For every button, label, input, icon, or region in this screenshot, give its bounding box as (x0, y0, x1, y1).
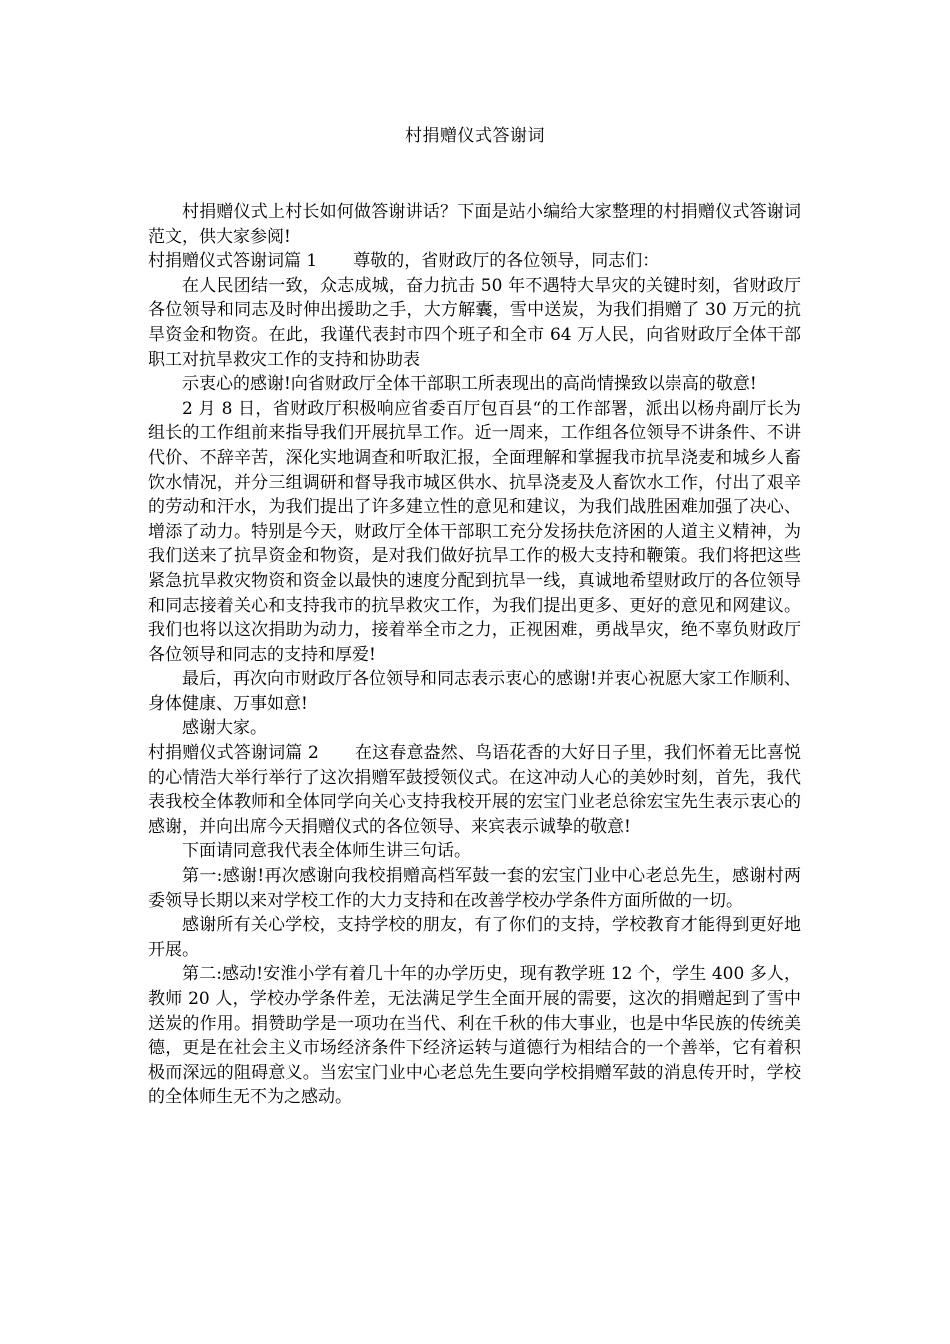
section1-heading: 村捐赠仪式答谢词篇 1 (148, 251, 318, 272)
section1-heading-line (148, 249, 801, 274)
section2-opening: 在这春意盎然、鸟语花香的大好日子里，我们怀着无比喜悦的心情浩大举行举行了这次捐赠军鼓授领仪式。在这冲动人心的美妙时刻，首先，我代表我校全体教师和全体同学向关心支持我校开展的宏宝门业老总徐宏宝先生表示衷心的感谢，并向出席今天捐赠仪式的各位领导、来宾表示诚挚的敬意! (148, 743, 801, 837)
section1-paragraph: 在人民团结一致，众志成城，奋力抗击 50 年不遇特大旱灾的关键时刻，省财政厅各位领导和同志及时伸出援助之手，大方解囊，雪中送炭，为我们捐赠了 30 万元的抗旱资金和物资。在此，我谨代表封市四个班子和全市 64 万人民，向省财政厅全体干部职工对抗旱救灾工作的支持和协助表 (148, 275, 801, 370)
section1-opening: 尊敬的，省财政厅的各位领导，同志们： (353, 251, 660, 272)
section2-heading-line (148, 741, 801, 839)
section2-paragraph: 感谢所有关心学校，支持学校的朋友，有了你们的支持，学校教育才能得到更好地开展。 (148, 915, 801, 960)
intro-paragraph: 村捐赠仪式上村长如何做答谢讲话？下面是站小编给大家整理的村捐赠仪式答谢词范文，供大家参阅! (148, 202, 801, 247)
section2-paragraph: 第一:感谢!再次感谢向我校捐赠高档军鼓一套的宏宝门业中心老总先生，感谢村两委领导长期以来对学校工作的大力支持和在改善学校办学条件方面所做的一切。 (148, 866, 801, 911)
section2-paragraph: 下面请同意我代表全体师生讲三句话。 (182, 841, 471, 862)
section1-paragraph: 最后，再次向市财政厅各位领导和同志表示衷心的感谢!并衷心祝愿大家工作顺利、身体健康、万事如意! (148, 669, 801, 714)
section1-paragraph: 2 月 8 日，省财政厅积极响应省委百厅包百县“的工作部署，派出以杨舟副厅长为组长的工作组前来指导我们开展抗旱工作。近一周来，工作组各位领导不讲条件、不讲代价、不辞辛苦，深化实地调查和听取汇报，全面理解和掌握我市抗旱浇麦和城乡人畜饮水情况，并分三组调研和督导我市城区供水、抗旱浇麦及人畜饮水工作，付出了艰辛的劳动和汗水，为我们提出了许多建立性的意见和建议，为我们战胜困难加强了决心、增添了动力。特别是今天，财政厅全体干部职工充分发扬扶危济困的人道主义精神，为我们送来了抗旱资金和物资，是对我们做好抗旱工作的极大支持和鞭策。我们将把这些紧急抗旱救灾物资和资金以最快的速度分配到抗旱一线，真诚地希望财政厅的各位领导和同志接着关心和支持我市的抗旱救灾工作，为我们提出更多、更好的意见和网建议。我们也将以这次捐助为动力，接着举全市之力，正视困难，勇战旱灾，绝不辜负财政厅各位领导和同志的支持和厚爱! (148, 398, 801, 665)
document-body (148, 200, 801, 1110)
section1-paragraph: 感谢大家。 (182, 718, 267, 739)
section1-paragraph: 示衷心的感谢!向省财政厅全体干部职工所表现出的高尚情操致以崇高的敬意! (182, 374, 757, 395)
section2-heading: 村捐赠仪式答谢词篇 2 (148, 743, 319, 764)
section2-paragraph: 第二:感动!安淮小学有着几十年的办学历史，现有教学班 12 个，学生 400 多人，教师 20 人，学校办学条件差，无法满足学生全面开展的需要，这次的捐赠起到了雪中送炭的作用。捐赞助学是一项功在当代、利在千秋的伟大事业，也是中华民族的传统美德，更是在社会主义市场经济条件下经济运转与道德行为相结合的一个善举，它有着积极而深远的阻碍意义。当宏宝门业中心老总先生要向学校捐赠军鼓的消息传开时，学校的全体师生无不为之感动。 (148, 964, 801, 1108)
document-title: 村捐赠仪式答谢词 (405, 126, 545, 146)
